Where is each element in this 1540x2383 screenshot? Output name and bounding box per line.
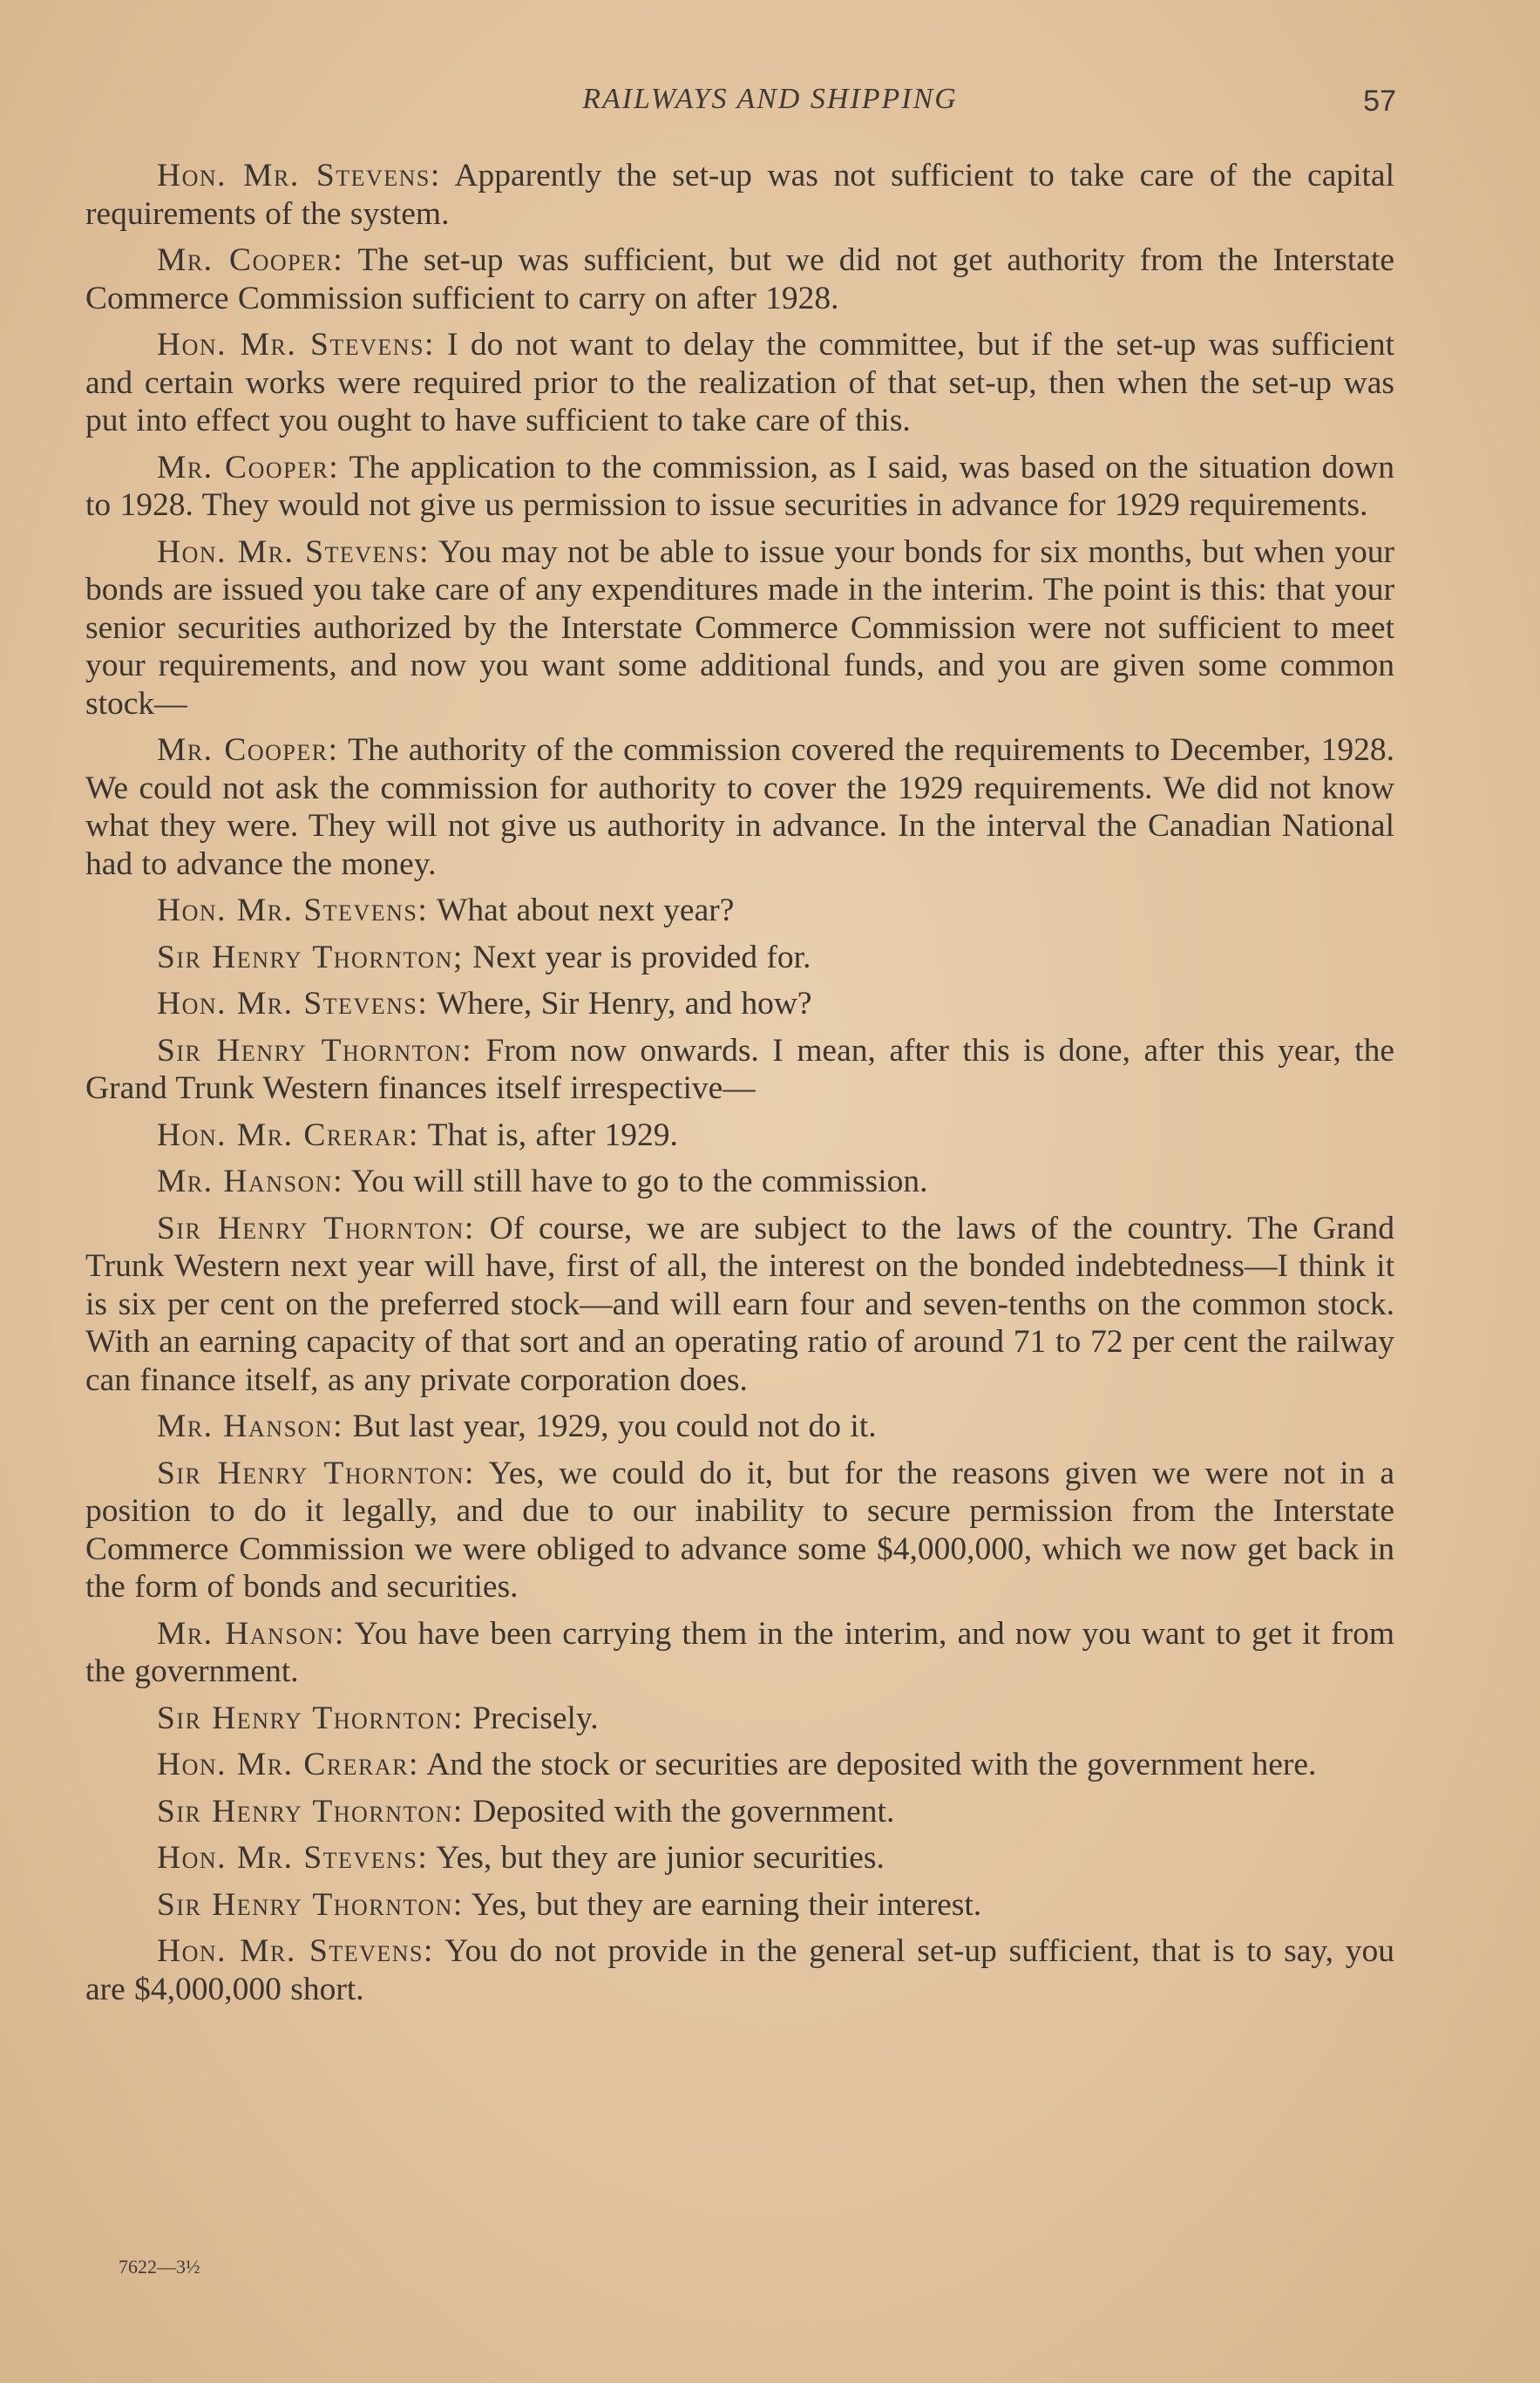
speech-text: The set-up was sufficient, but we did not get authority from the Interstate Commerce Commission sufficient to carry on after 1928. (85, 242, 1395, 316)
transcript-paragraph (85, 1793, 1394, 1831)
transcript-paragraph (85, 892, 1394, 930)
speaker-name: Mr. Hanson: (157, 1615, 345, 1652)
speaker-name: Hon. Mr. Stevens: (157, 533, 431, 570)
speaker-name: Sir Henry Thornton: (157, 1700, 464, 1736)
transcript-paragraph (85, 1032, 1394, 1108)
speaker-name: Mr. Cooper: (157, 732, 339, 768)
speaker-name: Hon. Mr. Stevens: (157, 893, 429, 928)
speech-text: Deposited with the government. (463, 1793, 895, 1830)
transcript-paragraph (85, 1615, 1394, 1691)
transcript-paragraph (85, 1210, 1394, 1400)
speaker-name: Hon. Mr. Stevens: (157, 986, 429, 1022)
speaker-name: Mr. Hanson: (157, 1164, 344, 1199)
speech-text: Where, Sir Henry, and how? (428, 986, 812, 1022)
speaker-name: Hon. Mr. Stevens: (157, 1933, 434, 1969)
speaker-name: Sir Henry Thornton; (157, 939, 464, 975)
speech-text: Yes, we could do it, but for the reasons given we were not in a position to do it legally, and due to our inability to secure permission from the Interstate Commerce Commission we were obliged to advance some $4,000,000, which we now get back in the form of bonds and securities. (85, 1455, 1395, 1605)
speech-text: What about next year? (428, 893, 735, 928)
transcript-paragraph (85, 241, 1394, 317)
speaker-name: Sir Henry Thornton: (157, 1032, 473, 1069)
transcript-paragraph (85, 1839, 1394, 1877)
speaker-name: Hon. Mr. Stevens: (157, 1840, 429, 1876)
transcript-paragraph (85, 1117, 1394, 1155)
transcript-paragraph (85, 731, 1394, 883)
transcript-paragraph (85, 1700, 1394, 1738)
speech-text: The application to the commission, as I said, was based on the situation down to 1928. They would not give us permission to issue securities in advance for 1929 requirements. (85, 449, 1395, 523)
speech-text: Precisely. (463, 1700, 599, 1736)
speech-text: From now onwards. I mean, after this is done, after this year, the Grand Trunk Western finances itself irrespective— (85, 1032, 1394, 1106)
speaker-name: Sir Henry Thornton: (157, 1455, 475, 1491)
speaker-name: Hon. Mr. Stevens: (157, 327, 435, 363)
signature-mark: 7622—3½ (119, 2256, 200, 2278)
running-title: RAILWAYS AND SHIPPING (582, 83, 958, 115)
speaker-name: Hon. Mr. Crerar: (157, 1747, 419, 1782)
speaker-name: Sir Henry Thornton: (157, 1210, 475, 1246)
transcript-paragraph (85, 1408, 1394, 1446)
transcript-paragraph (85, 1932, 1394, 2008)
transcript-paragraph (85, 449, 1394, 525)
page-number: 57 (1363, 85, 1396, 118)
transcript-paragraph (85, 1886, 1394, 1925)
transcript-paragraph (85, 985, 1394, 1023)
speech-text: But last year, 1929, you could not do it. (343, 1409, 877, 1444)
speech-text: You do not provide in the general set-up sufficient, that is to say, you are $4,000,000 short. (85, 1933, 1394, 2007)
speech-text: You have been carrying them in the interim, and now you want to get it from the government. (85, 1615, 1394, 1689)
speaker-name: Hon. Mr. Stevens: (157, 158, 441, 193)
transcript-paragraph (85, 533, 1394, 723)
speech-text: Yes, but they are earning their interest. (463, 1886, 982, 1923)
speech-text: You may not be able to issue your bonds for six months, but when your bonds are issued you take care of any expenditures made in the interim. The point is this: that your senior securities authorized by the Interstate Commerce Commission were not sufficient to meet your requirements, and now you want some additional funds, and you are given some common stock— (85, 533, 1394, 722)
speaker-name: Sir Henry Thornton: (157, 1793, 464, 1830)
transcript-paragraph (85, 1746, 1394, 1784)
page-header (0, 83, 1540, 135)
speech-text: Of course, we are subject to the laws of the country. The Grand Trunk Western next year will have, first of all, the interest on the bonded indebtedness—I think it is six per cent on the preferred stock—and will earn four and seven-tenths on the common stock. With an earning capacity of that sort and an operating ratio of around 71 to 72 per cent the railway can finance itself, as any private corporation does. (85, 1210, 1395, 1398)
speech-text: The authority of the commission covered the requirements to December, 1928. We could not ask the commission for authority to cover the 1929 requirements. We did not know what they were. They will not give us authority in advance. In the interval the Canadian National had to advance the money. (85, 732, 1394, 882)
speaker-name: Mr. Cooper: (157, 449, 340, 485)
speaker-name: Hon. Mr. Crerar: (157, 1117, 419, 1153)
transcript-paragraph (85, 326, 1394, 440)
speaker-name: Mr. Cooper: (157, 242, 344, 278)
transcript-paragraph (85, 1455, 1394, 1606)
transcript-body (85, 157, 1394, 2017)
speech-text: That is, after 1929. (418, 1117, 678, 1153)
speech-text: Apparently the set-up was not sufficient to take care of the capital requirements of the system. (85, 158, 1394, 232)
speaker-name: Mr. Hanson: (157, 1409, 344, 1444)
speech-text: Next year is provided for. (463, 939, 811, 975)
speaker-name: Sir Henry Thornton: (157, 1886, 464, 1923)
transcript-paragraph (85, 939, 1394, 977)
speech-text: I do not want to delay the committee, but if the set-up was sufficient and certain works were required prior to the realization of that set-up, then when the set-up was put into effect you ought to have sufficient to take care of this. (85, 327, 1394, 438)
speech-text: Yes, but they are junior securities. (428, 1840, 885, 1876)
speech-text: And the stock or securities are deposited with the government here. (418, 1747, 1317, 1782)
transcript-paragraph (85, 1163, 1394, 1201)
speech-text: You will still have to go to the commission. (343, 1164, 928, 1199)
transcript-paragraph (85, 157, 1394, 233)
